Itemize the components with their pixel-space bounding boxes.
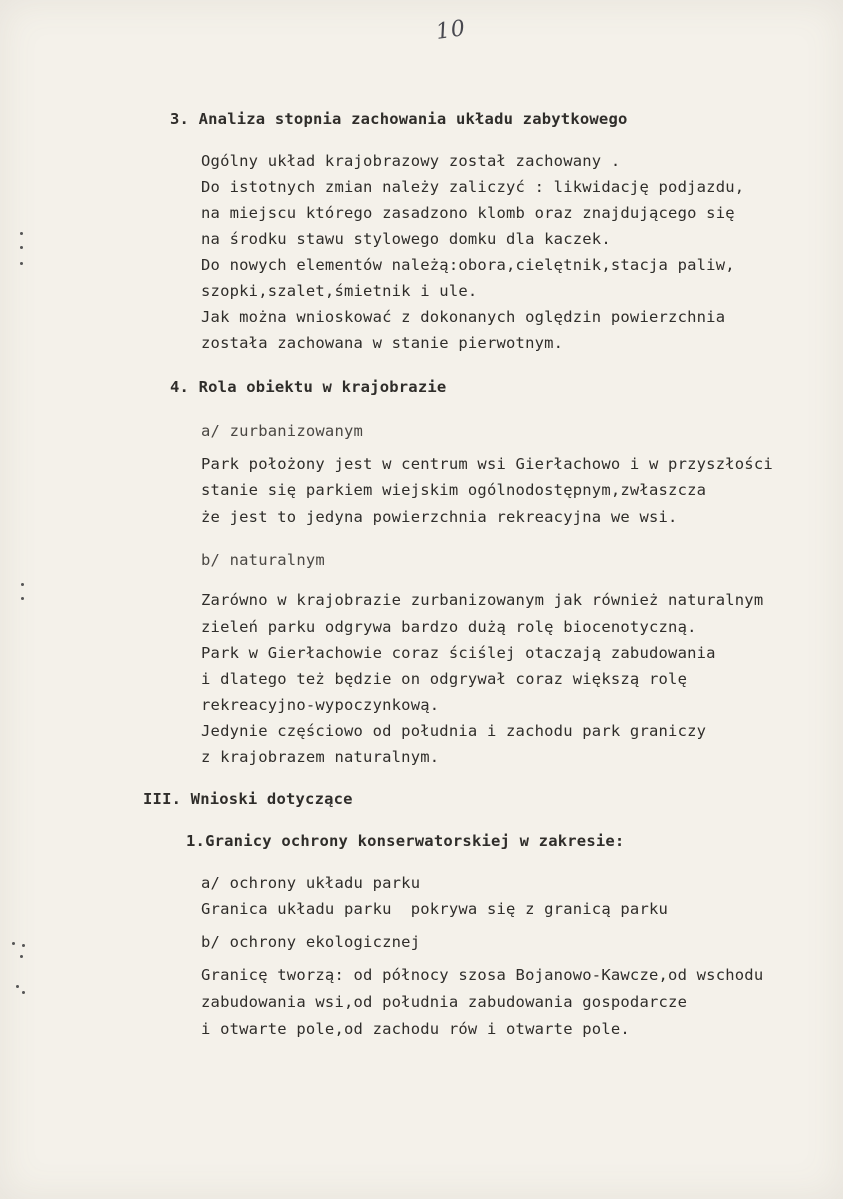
- margin-mark: [21, 597, 24, 600]
- section-4-b-line-5: rekreacyjno-wypoczynkową.: [201, 696, 440, 714]
- section-iii-a-line: Granica układu parku pokrywa się z granicą parku: [201, 900, 669, 918]
- section-3-line-3: na miejscu którego zasadzono klomb oraz znajdującego się: [201, 204, 735, 222]
- margin-mark: [22, 944, 25, 947]
- section-4-b-line-2: zieleń parku odgrywa bardzo dużą rolę biocenotyczną.: [201, 618, 697, 636]
- section-4-a-line-2: stanie się parkiem wiejskim ogólnodostępnym,zwłaszcza: [201, 481, 707, 499]
- section-3-line-4: na środku stawu stylowego domku dla kaczek.: [201, 230, 611, 248]
- section-4-b-label: b/ naturalnym: [201, 551, 325, 569]
- section-iii-b-line-3: i otwarte pole,od zachodu rów i otwarte pole.: [201, 1020, 630, 1038]
- section-3-line-8: została zachowana w stanie pierwotnym.: [201, 334, 564, 352]
- section-4-heading: 4. Rola obiektu w krajobrazie: [170, 378, 447, 396]
- section-iii-heading: III. Wnioski dotyczące: [143, 790, 353, 808]
- margin-mark: [20, 955, 23, 958]
- margin-mark: [22, 991, 25, 994]
- section-4-a-line-1: Park położony jest w centrum wsi Gierłachowo i w przyszłości: [201, 455, 773, 473]
- margin-mark: [12, 942, 15, 945]
- section-3-line-1: Ogólny układ krajobrazowy został zachowany .: [201, 152, 621, 170]
- section-4-a-label: a/ zurbanizowanym: [201, 422, 364, 440]
- section-iii-a-label: a/ ochrony układu parku: [201, 874, 421, 892]
- section-3-heading: 3. Analiza stopnia zachowania układu zabytkowego: [170, 110, 628, 128]
- margin-mark: [20, 246, 23, 249]
- handwritten-page-number: 10: [434, 16, 468, 45]
- section-4-b-line-6: Jedynie częściowo od południa i zachodu park graniczy: [201, 722, 707, 740]
- section-4-b-line-4: i dlatego też będzie on odgrywał coraz większą rolę: [201, 670, 688, 688]
- section-iii-b-line-1: Granicę tworzą: od północy szosa Bojanowo-Kawcze,od wschodu: [201, 966, 764, 984]
- section-4-b-line-1: Zarówno w krajobrazie zurbanizowanym jak również naturalnym: [201, 591, 764, 609]
- margin-mark: [16, 985, 19, 988]
- margin-mark: [21, 583, 24, 586]
- margin-mark: [20, 262, 23, 265]
- section-3-line-5: Do nowych elementów należą:obora,cielętnik,stacja paliw,: [201, 256, 735, 274]
- section-iii-b-line-2: zabudowania wsi,od południa zabudowania gospodarcze: [201, 993, 688, 1011]
- section-iii-b-label: b/ ochrony ekologicznej: [201, 933, 421, 951]
- section-iii-subheading: 1.Granicy ochrony konserwatorskiej w zakresie:: [186, 832, 625, 850]
- section-3-line-6: szopki,szalet,śmietnik i ule.: [201, 282, 478, 300]
- section-3-line-7: Jak można wnioskować z dokonanych oględzin powierzchnia: [201, 308, 726, 326]
- section-3-line-2: Do istotnych zmian należy zaliczyć : likwidację podjazdu,: [201, 178, 745, 196]
- section-4-b-line-3: Park w Gierłachowie coraz ściślej otaczają zabudowania: [201, 644, 716, 662]
- margin-mark: [20, 232, 23, 235]
- section-4-a-line-3: że jest to jedyna powierzchnia rekreacyjna we wsi.: [201, 508, 678, 526]
- section-4-b-line-7: z krajobrazem naturalnym.: [201, 748, 440, 766]
